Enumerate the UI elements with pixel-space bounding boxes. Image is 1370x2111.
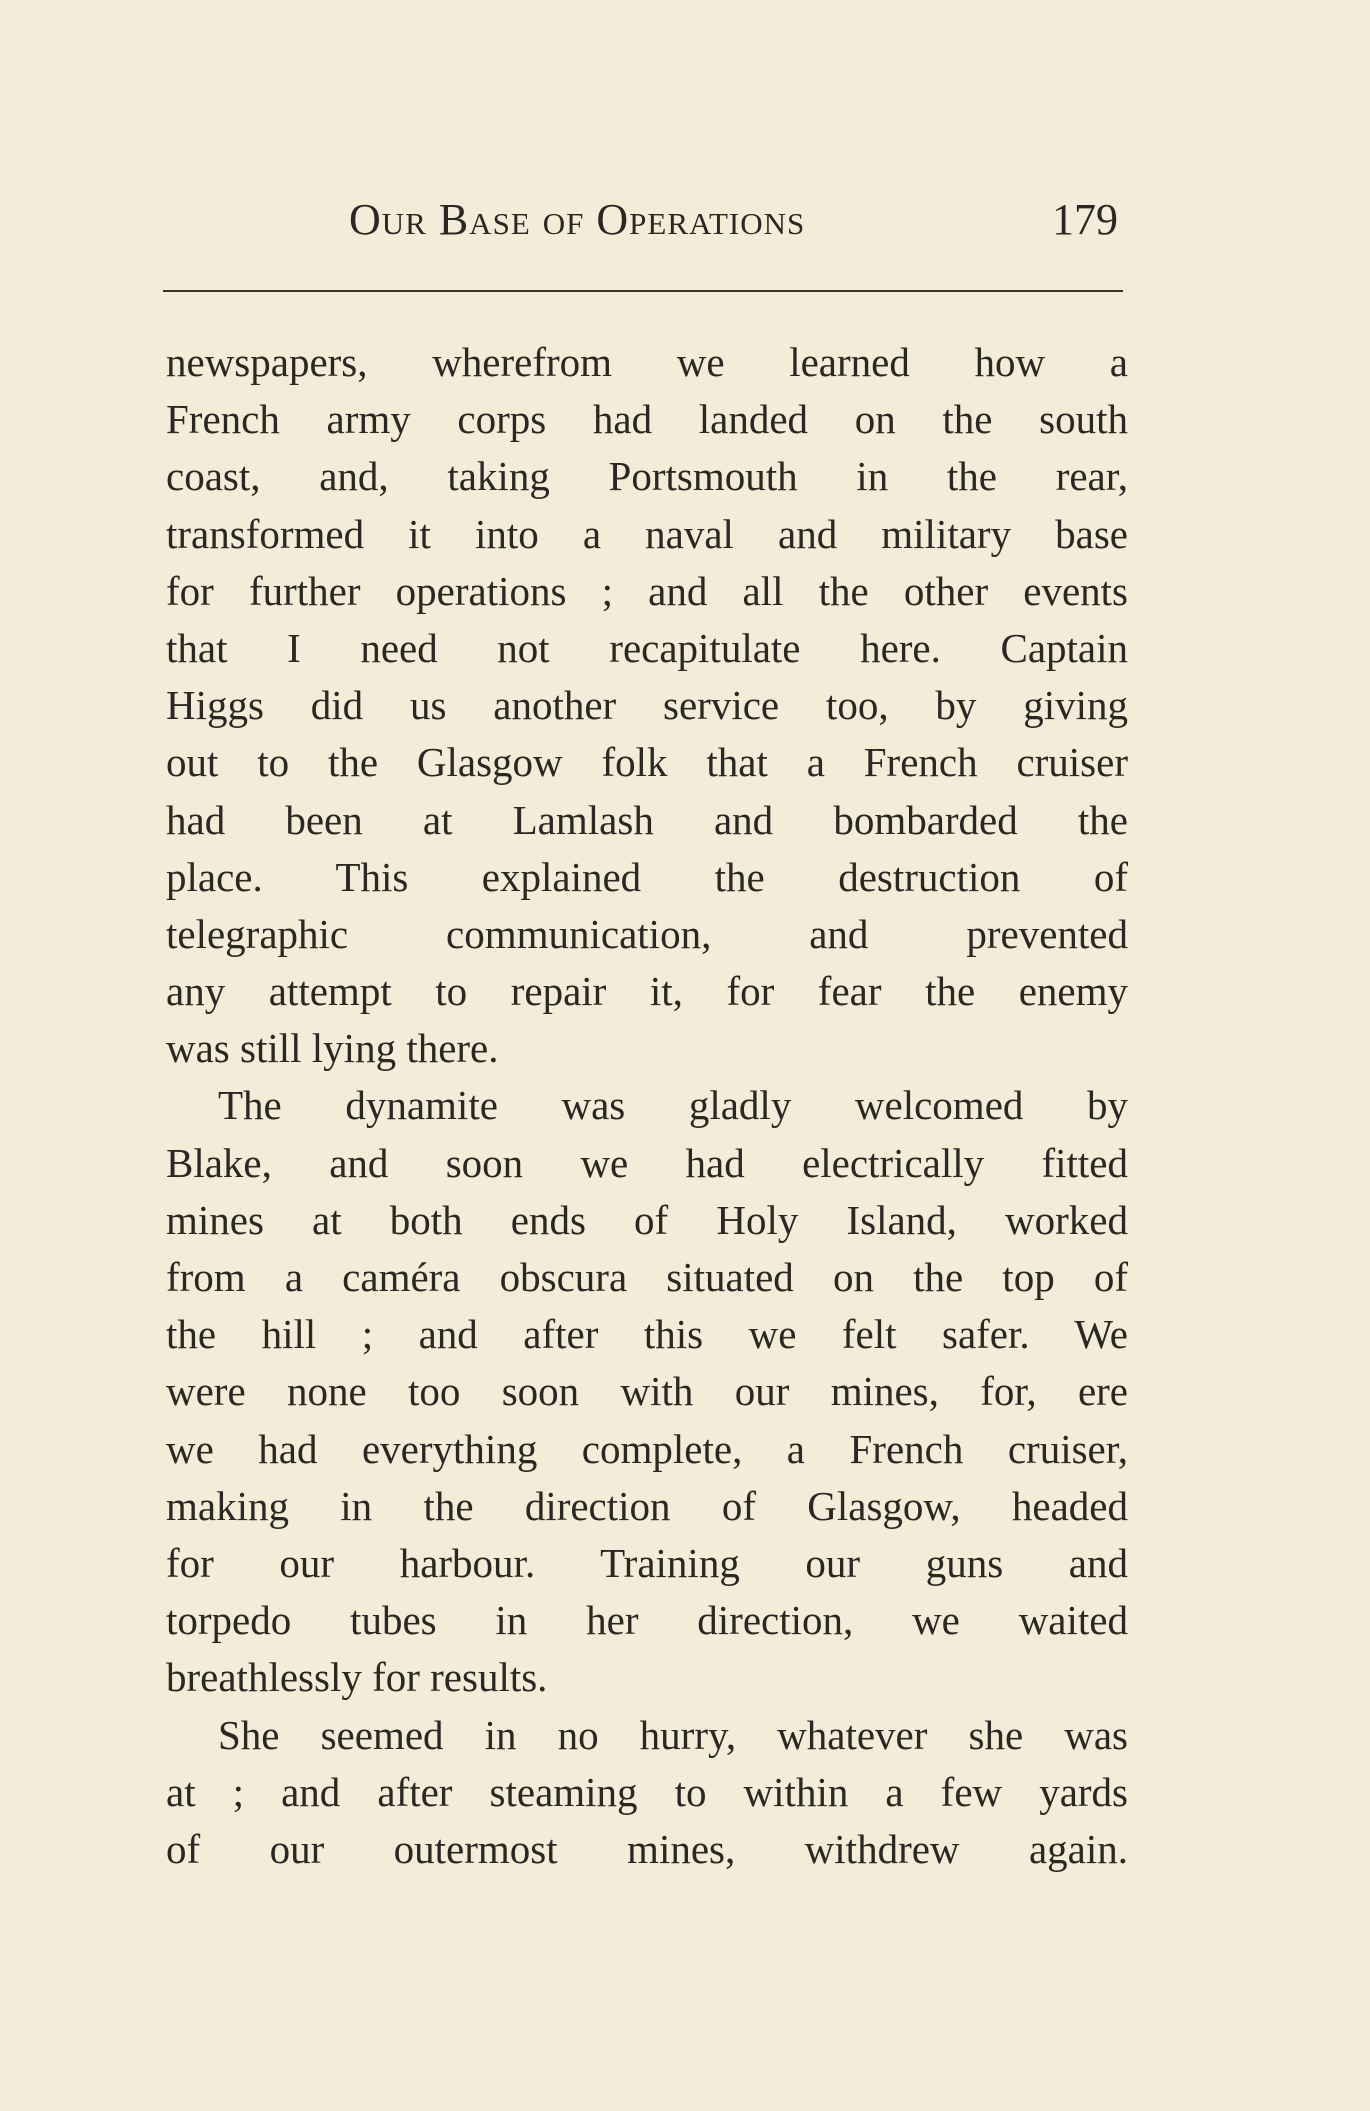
text-line: at ; and after steaming to within a few yards <box>166 1768 1128 1815</box>
text-line: Higgs did us another service too, by giving <box>166 682 1128 729</box>
text-line: place. This explained the destruction of <box>166 853 1128 900</box>
running-head <box>163 190 1123 250</box>
text-line: from a caméra obscura situated on the top of <box>166 1254 1128 1300</box>
text-line: transformed it into a naval and military base <box>166 510 1128 557</box>
text-line: was still lying there. <box>166 1025 499 1072</box>
text-line: the hill ; and after this we felt safer. We <box>166 1311 1128 1358</box>
text-line: that I need not recapitulate here. Captain <box>166 624 1128 671</box>
text-line: French army corps had landed on the south <box>166 396 1128 443</box>
text-line: we had everything complete, a French cruiser, <box>166 1425 1128 1472</box>
text-line: breathlessly for results. <box>166 1654 548 1701</box>
body-text <box>166 334 1128 1878</box>
page-number: 179 <box>1052 195 1118 244</box>
text-line: for further operations ; and all the other events <box>166 567 1128 614</box>
text-line: torpedo tubes in her direction, we waited <box>166 1597 1128 1644</box>
text-line: making in the direction of Glasgow, headed <box>166 1482 1128 1529</box>
text-line: any attempt to repair it, for fear the enemy <box>166 968 1128 1015</box>
text-line: newspapers, wherefrom we learned how a <box>166 339 1128 385</box>
text-line: coast, and, taking Portsmouth in the rear, <box>166 453 1128 500</box>
text-line: for our harbour. Training our guns and <box>166 1539 1128 1586</box>
text-line: The dynamite was gladly welcomed by <box>218 1082 1128 1129</box>
text-line: of our outermost mines, withdrew again. <box>166 1825 1128 1872</box>
running-head-title: Our Base of Operations <box>349 195 806 244</box>
text-line: She seemed in no hurry, whatever she was <box>218 1711 1128 1758</box>
header-rule <box>163 290 1123 292</box>
text-line: were none too soon with our mines, for, ere <box>166 1368 1128 1415</box>
text-line: had been at Lamlash and bombarded the <box>166 796 1128 843</box>
text-line: out to the Glasgow folk that a French cruiser <box>166 739 1128 786</box>
text-line: Blake, and soon we had electrically fitted <box>166 1139 1128 1186</box>
text-line: telegraphic communication, and prevented <box>166 910 1128 957</box>
text-line: mines at both ends of Holy Island, worked <box>166 1196 1128 1243</box>
